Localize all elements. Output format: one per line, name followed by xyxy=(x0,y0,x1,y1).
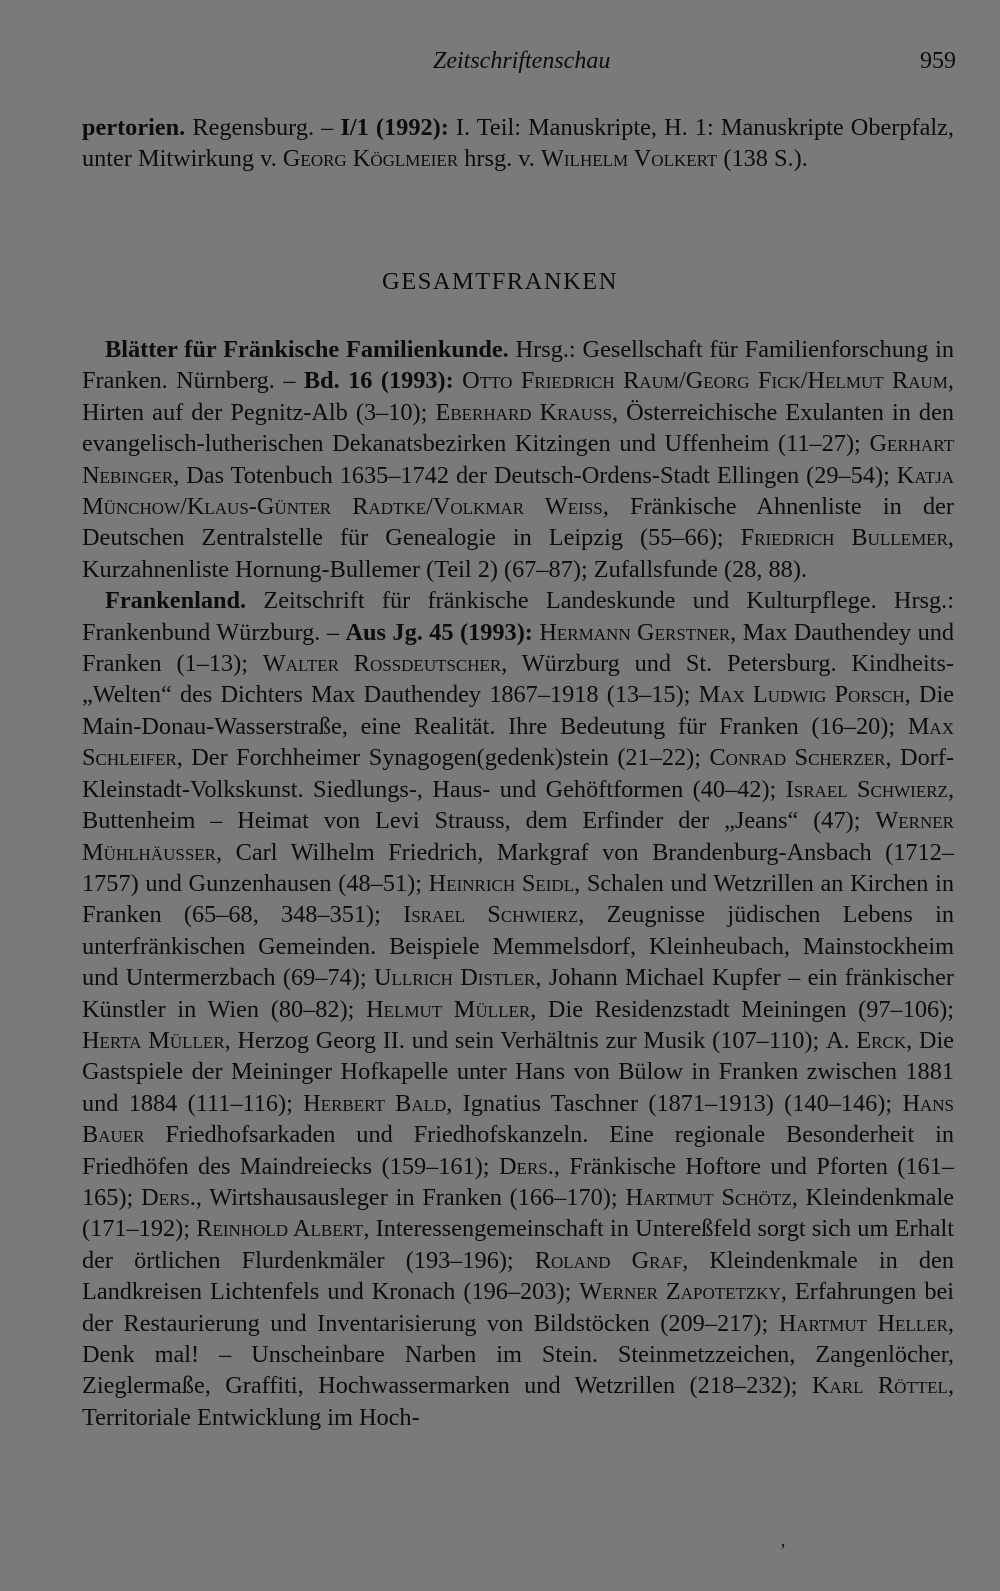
entry-text: , Dorf-Kleinstadt-Volkskunst. Siedlungs-, Haus- und Gehöftformen (40–42); xyxy=(82,744,955,803)
stray-mark: ‚ xyxy=(780,1530,786,1550)
entry-text: , Kleindenkmale (171–192); xyxy=(82,1183,954,1243)
intro-entry xyxy=(82,112,954,175)
entry-text: Zeitschrift für fränkische Landeskunde und Kulturpflege. Hrsg.: Frankenbund Würzburg. – xyxy=(82,587,954,646)
entry-text: , Österreichische Exulanten in den evangelisch-lutherischen Dekanatsbezirken Kitzingen und Uffenheim (11–27); xyxy=(82,398,955,458)
entry-text: Hrsg.: Gesellschaft für Familienforschung in Franken. Nürnberg. – xyxy=(82,336,954,395)
entry-text: , Erfahrungen bei der Restaurierung und Inventarisierung von Bildstöcken (209–217); xyxy=(82,1278,954,1337)
entry-text: Regensburg. – xyxy=(185,114,341,141)
entry-text: (138 S.). xyxy=(717,145,808,173)
entry-text: I. Teil: Manuskripte, H. 1: Manuskripte Oberpfalz, unter Mitwirkung v. xyxy=(82,114,954,173)
author-name: Israel Schwierz xyxy=(785,775,948,803)
entry-text: , Herzog Georg II. und sein Verhältnis zur Musik (107–110); xyxy=(224,1026,826,1054)
author-name: Heinrich Seidl xyxy=(428,869,575,897)
author-name: Georg Köglmeier xyxy=(282,145,459,173)
author-name: Helmut Müller xyxy=(366,995,531,1023)
section-heading: GESAMTFRANKEN xyxy=(382,268,618,295)
author-name: Roland Graf xyxy=(534,1246,683,1274)
page-number: 959 xyxy=(920,48,956,74)
author-name: Max Schleifer xyxy=(82,712,954,772)
author-name: Werner Mühlhäusser xyxy=(82,807,954,866)
author-name: Friedrich Bullemer xyxy=(740,524,948,552)
entry-volume: I/1 (1992): xyxy=(340,114,449,141)
journal-entry xyxy=(82,585,954,1433)
journal-entry xyxy=(82,334,954,585)
author-name: Herbert Bald xyxy=(303,1089,447,1117)
entry-text: , Fränkische Hoftore und Pforten (161–165); xyxy=(82,1152,954,1211)
entry-text: , Interessengemeinschaft in Untereßfeld sorgt sich um Erhalt der örtlichen Flurdenkmäler (193–196); xyxy=(82,1215,955,1274)
author-name: Conrad Scherzer xyxy=(709,744,886,772)
entry-title: Blätter für Fränkische Familienkunde. xyxy=(105,336,509,363)
entry-text: , Max Dauthendey und Franken (1–13); xyxy=(82,618,955,678)
entry-text: Friedhofsarkaden und Friedhofskanzeln. Eine regionale Besonderheit in Friedhöfen des Maindreiecks (159–161); xyxy=(82,1121,954,1180)
author-name: Ders. xyxy=(499,1152,554,1180)
author-name: Ders. xyxy=(141,1183,196,1211)
author-name: Max Ludwig Porsch xyxy=(698,681,905,709)
author-name: Hermann Gerstner xyxy=(539,618,731,646)
entry-text: , Die Main-Donau-Wasserstraße, eine Realität. Ihre Bedeutung für Franken (16–20); xyxy=(82,681,954,740)
author-name: Werner Zapotetzky xyxy=(579,1278,781,1306)
entry-volume: Aus Jg. 45 (1993): xyxy=(345,618,533,646)
entry-text: , Kurzahnenliste Hornung-Bullemer (Teil 2) (67–87); Zufallsfunde (28, 88). xyxy=(82,524,954,583)
intro-paragraph xyxy=(82,112,954,175)
author-name: Hans Bauer xyxy=(82,1089,954,1149)
entry-volume: Bd. 16 (1993): xyxy=(303,367,454,395)
page-header xyxy=(0,48,1000,82)
entry-text: , Der Forchheimer Synagogen(gedenk)stein (21–22); xyxy=(176,744,710,772)
author-name: Otto Friedrich Raum/Georg Fick/Helmut Raum xyxy=(462,367,948,395)
entry-text: , Territoriale Entwicklung im Hoch- xyxy=(82,1372,955,1431)
entry-text: , Schalen und Wetzrillen an Kirchen in Franken (65–68, 348–351); xyxy=(82,869,954,929)
author-name: Katja Münchow/Klaus-Günter Radtke/Volkmar Weiss xyxy=(82,461,954,521)
entry-text: , Ignatius Taschner (1871–1913) (140–146); xyxy=(446,1089,903,1117)
entry-text: , Kleindenkmale in den Landkreisen Lichtenfels und Kronach (196–203); xyxy=(82,1246,954,1306)
entry-text: , Buttenheim – Heimat von Levi Strauss, dem Erfinder der „Jeans“ (47); xyxy=(82,775,955,835)
entry-text: , Das Totenbuch 1635–1742 der Deutsch-Ordens-Stadt Ellingen (29–54); xyxy=(173,461,897,489)
section-body xyxy=(82,334,954,1433)
author-name: Reinhold Albert xyxy=(196,1215,364,1243)
entry-text: , Zeugnisse jüdischen Lebens in unterfränkischen Gemeinden. Beispiele Memmelsdorf, Kleinheubach, Mainstockheim und Untermerzbach (69–74); xyxy=(82,901,954,992)
author-name: Herta Müller xyxy=(82,1026,225,1054)
author-name: Hartmut Schötz xyxy=(625,1183,792,1211)
author-name: Walter Rossdeutscher xyxy=(262,650,502,678)
entry-text: , Hirten auf der Pegnitz-Alb (3–10); xyxy=(82,367,954,426)
entry-text: , Wirtshausausleger in Franken (166–170); xyxy=(195,1183,626,1211)
entry-text: , Die Residenzstadt Meiningen (97–106); xyxy=(530,995,954,1023)
entry-text: , Johann Michael Kupfer – ein fränkischer Künstler in Wien (80–82); xyxy=(82,964,954,1023)
author-name: Ullrich Distler xyxy=(373,964,536,992)
author-name: A. Erck xyxy=(825,1026,907,1054)
running-title: Zeitschriftenschau xyxy=(433,48,611,74)
author-name: Israel Schwierz xyxy=(403,901,579,929)
entry-text: , Denk mal! – Unscheinbare Narben im Stein. Steinmetzzeichen, Zangenlöcher, Zieglermaße, Graffiti, Hochwassermarken und Wetzrillen (218–232); xyxy=(82,1309,954,1400)
author-name: Hartmut Heller xyxy=(778,1309,948,1337)
entry-text: , Carl Wilhelm Friedrich, Markgraf von Brandenburg-Ansbach (1712–1757) und Gunzenhausen (48–51); xyxy=(82,838,954,897)
author-name: Gerhart Nebinger xyxy=(82,430,954,489)
author-name: Eberhard Krauss xyxy=(435,398,612,426)
author-name: Wilhelm Volkert xyxy=(540,145,718,173)
author-name: Karl Röttel xyxy=(811,1372,948,1400)
entry-title: pertorien. xyxy=(82,114,186,141)
entry-text: , Fränkische Ahnenliste in der Deutschen Zentralstelle für Genealogie in Leipzig (55–66); xyxy=(82,493,955,552)
entry-title: Frankenland. xyxy=(105,587,247,615)
entry-text: hrsg. v. xyxy=(458,145,541,173)
entry-text: , Würzburg und St. Petersburg. Kindheits-„Welten“ des Dichters Max Dauthendey 1867–1918 (13–15); xyxy=(82,650,954,709)
entry-text: , Die Gastspiele der Meininger Hofkapelle unter Hans von Bülow in Franken zwischen 1881 und 1884 (111–116); xyxy=(82,1026,954,1117)
